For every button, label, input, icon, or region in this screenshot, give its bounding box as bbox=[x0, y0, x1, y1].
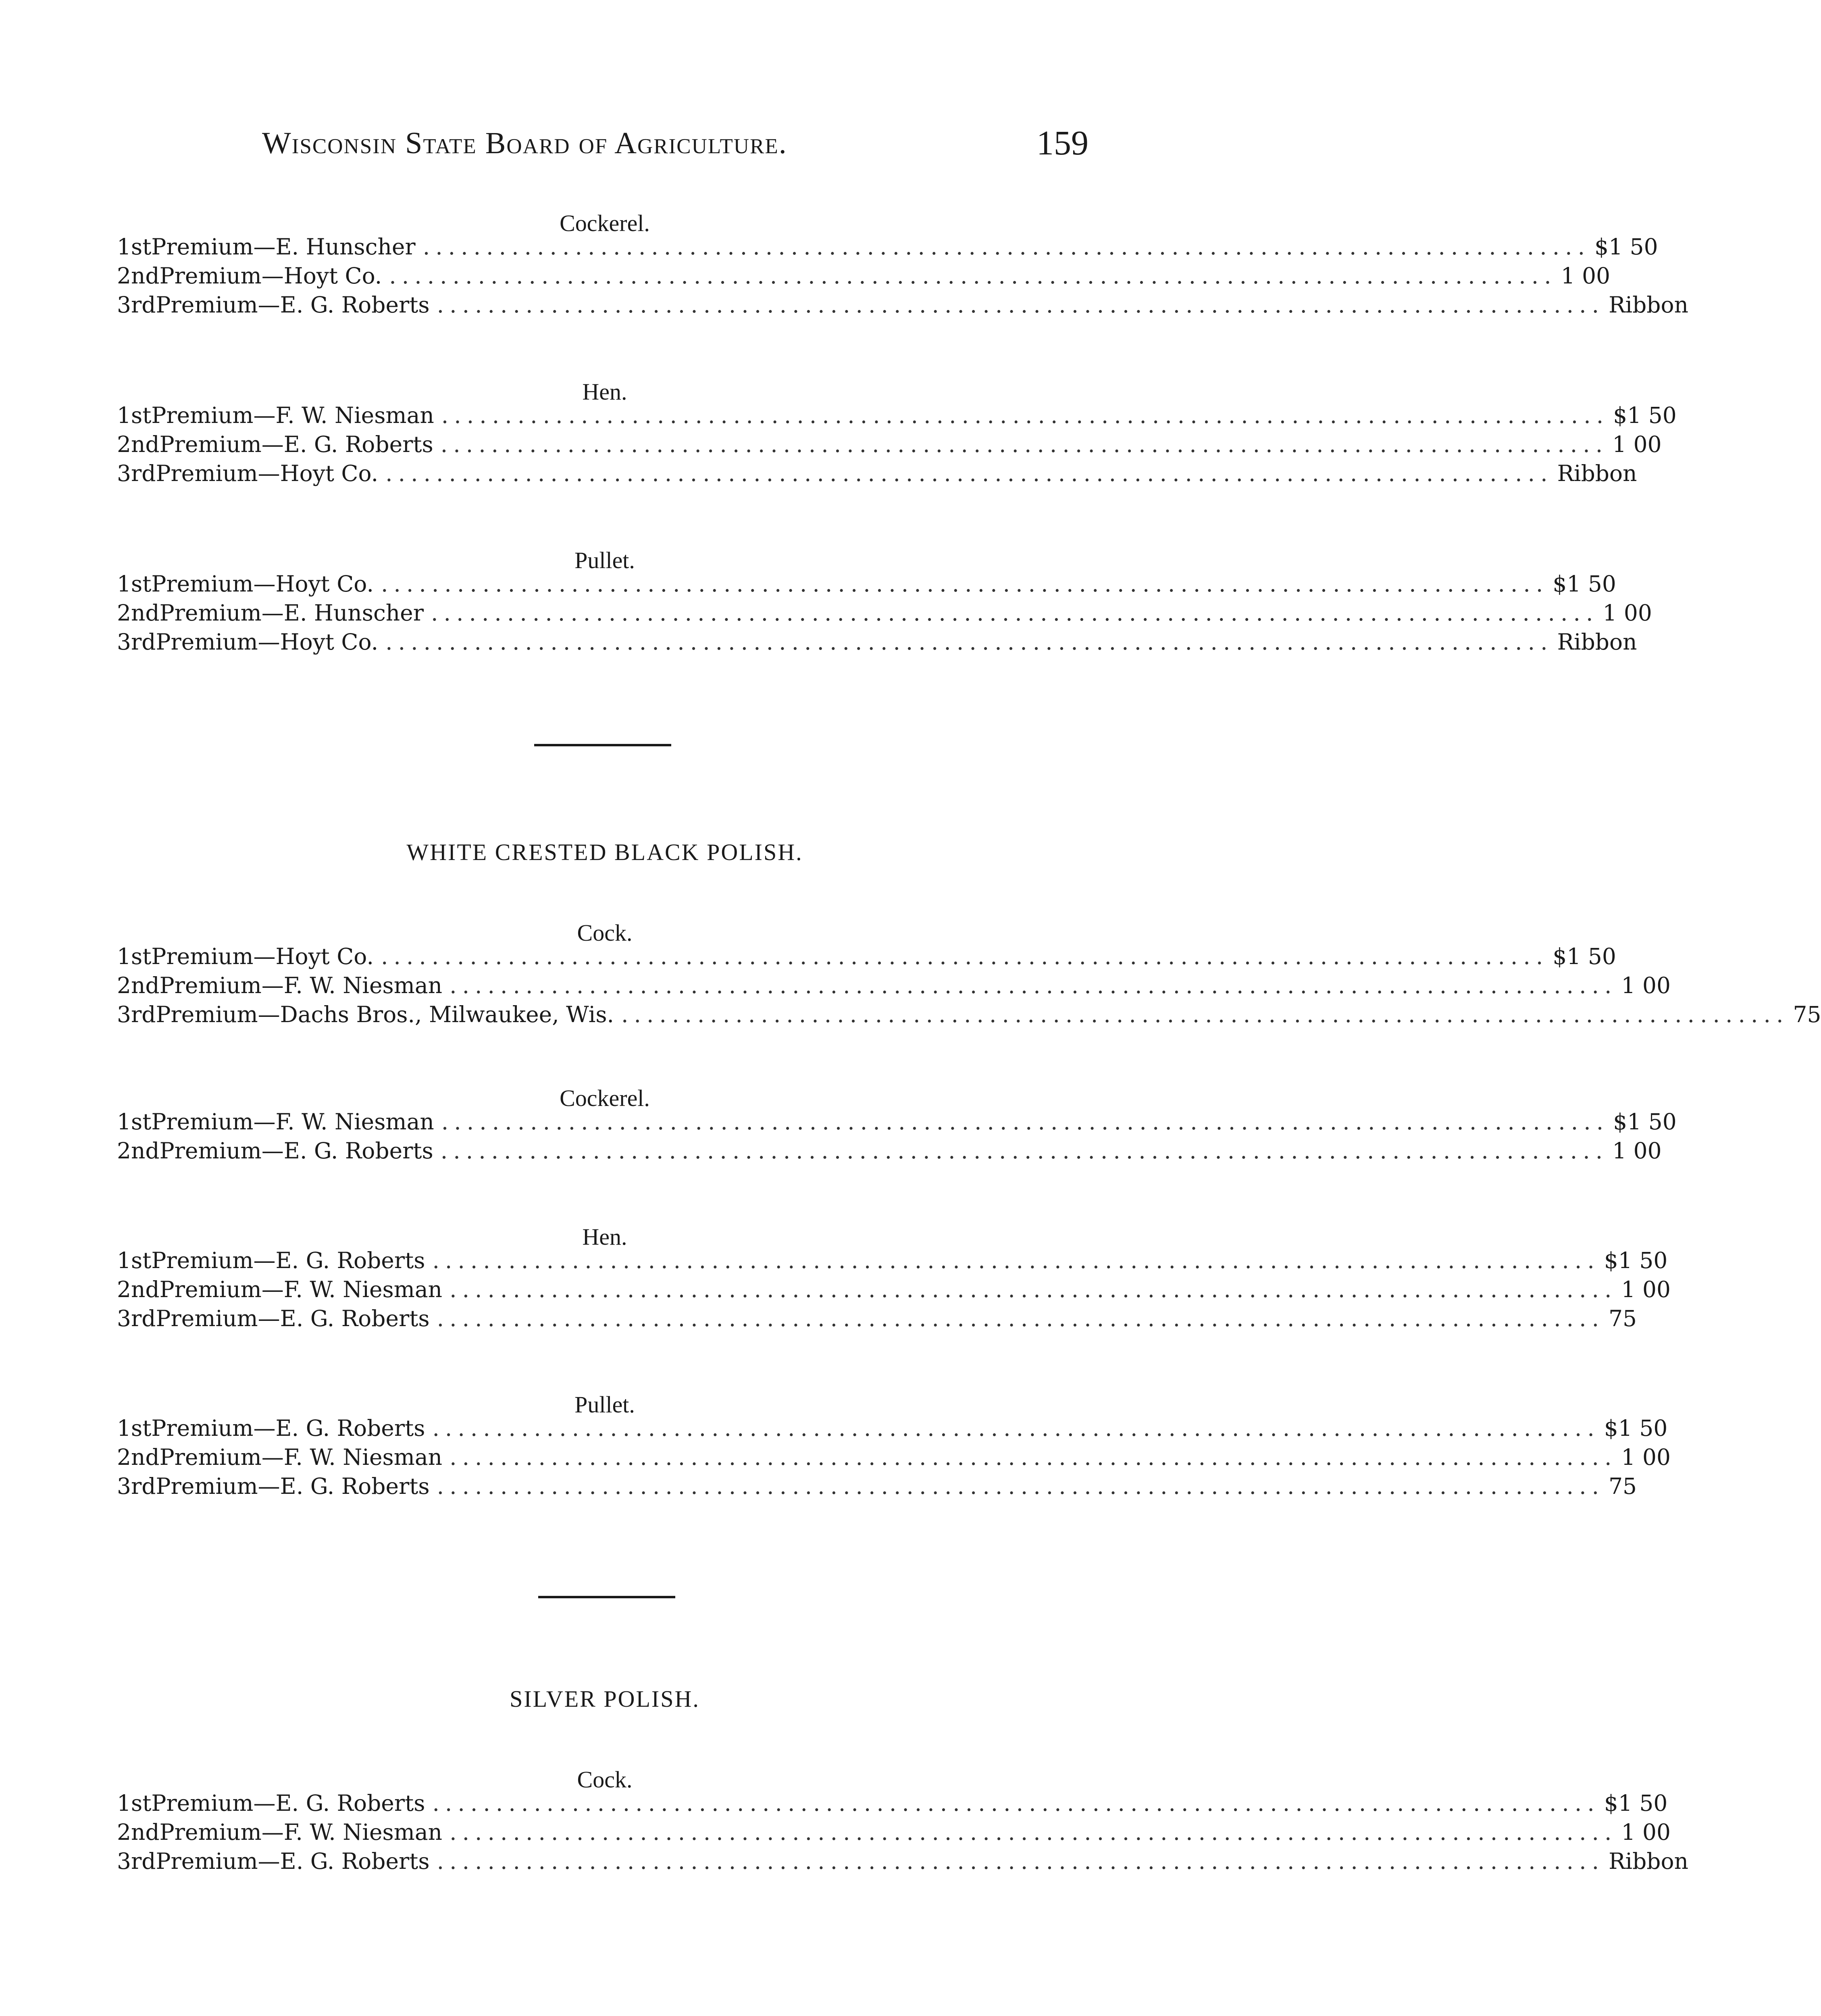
award-winner: Premium—E. G. Roberts bbox=[159, 431, 433, 457]
group-subtitle: Cockerel. bbox=[560, 210, 650, 236]
award-winner: Premium—Hoyt Co. bbox=[159, 263, 382, 289]
award-row bbox=[117, 1277, 1671, 1306]
dot-leader: ............................................................................................ bbox=[450, 1819, 1617, 1845]
award-place: 2nd bbox=[117, 1277, 160, 1302]
dot-leader: ............................................................................................ bbox=[441, 1109, 1609, 1135]
award-amount: 1 00 bbox=[1621, 1444, 1671, 1470]
award-row bbox=[117, 571, 1616, 600]
award-row bbox=[117, 1444, 1671, 1473]
award-amount: 1 00 bbox=[1621, 1819, 1671, 1845]
award-row bbox=[117, 1473, 1637, 1502]
award-winner: Premium—Hoyt Co. bbox=[156, 460, 379, 486]
dot-leader: ............................................................................................ bbox=[431, 600, 1599, 626]
dot-leader: ............................................................................................ bbox=[621, 1002, 1789, 1027]
award-row bbox=[117, 943, 1616, 973]
dot-leader: ............................................................................................ bbox=[381, 571, 1549, 597]
section-divider bbox=[538, 1596, 675, 1598]
award-amount: 75 bbox=[1609, 1306, 1637, 1331]
dot-leader: ............................................................................................ bbox=[385, 460, 1553, 486]
award-amount: 1 00 bbox=[1621, 973, 1671, 998]
award-amount: $1 50 bbox=[1553, 943, 1616, 969]
award-row bbox=[117, 973, 1671, 1002]
dot-leader: ............................................................................................ bbox=[440, 1138, 1609, 1164]
award-amount: 1 00 bbox=[1561, 263, 1611, 289]
award-winner: Premium—E. G. Roberts bbox=[151, 1248, 425, 1273]
award-amount: $1 50 bbox=[1604, 1248, 1668, 1273]
award-place: 3rd bbox=[117, 460, 156, 486]
award-row bbox=[117, 1790, 1668, 1819]
dot-leader: ............................................................................................ bbox=[381, 943, 1549, 969]
award-row bbox=[117, 1002, 1821, 1031]
page-header bbox=[262, 123, 1088, 170]
running-title: Wisconsin State Board of Agriculture. bbox=[262, 126, 787, 160]
award-winner: Premium—F. W. Niesman bbox=[159, 1277, 443, 1302]
award-row bbox=[117, 292, 1689, 321]
award-place: 2nd bbox=[117, 973, 160, 998]
award-place: 1st bbox=[117, 571, 152, 597]
award-place: 2nd bbox=[117, 263, 160, 289]
award-amount: 1 00 bbox=[1612, 431, 1662, 457]
award-amount: $1 50 bbox=[1594, 234, 1658, 260]
award-place: 3rd bbox=[117, 629, 156, 655]
group-subtitle: Cock. bbox=[577, 920, 633, 946]
dot-leader: ............................................................................................ bbox=[450, 1277, 1617, 1302]
award-winner: Premium—E. G. Roberts bbox=[156, 1306, 430, 1331]
award-winner: Premium—E. G. Roberts bbox=[151, 1790, 425, 1816]
award-winner: Premium—Dachs Bros., Milwaukee, Wis. bbox=[156, 1002, 614, 1027]
dot-leader: ............................................................................................ bbox=[422, 234, 1591, 260]
award-place: 1st bbox=[117, 402, 152, 428]
award-place: 3rd bbox=[117, 1473, 156, 1499]
award-winner: Premium—F. W. Niesman bbox=[151, 1109, 434, 1135]
award-winner: Premium—F. W. Niesman bbox=[159, 1444, 443, 1470]
award-winner: Premium—F. W. Niesman bbox=[159, 1819, 443, 1845]
award-place: 1st bbox=[117, 943, 152, 969]
award-row bbox=[117, 629, 1637, 658]
group-subtitle: Cock. bbox=[577, 1766, 633, 1793]
dot-leader: ............................................................................................ bbox=[437, 1848, 1605, 1874]
award-row bbox=[117, 600, 1652, 629]
award-amount: 75 bbox=[1793, 1002, 1821, 1027]
dot-leader: ............................................................................................ bbox=[385, 629, 1553, 655]
award-winner: Premium—E. Hunscher bbox=[159, 600, 424, 626]
award-winner: Premium—E. G. Roberts bbox=[159, 1138, 433, 1164]
dot-leader: ............................................................................................ bbox=[389, 263, 1557, 289]
group-subtitle: Cockerel. bbox=[560, 1085, 650, 1111]
group-subtitle: Pullet. bbox=[574, 1391, 635, 1418]
award-amount: $1 50 bbox=[1604, 1790, 1668, 1816]
section-divider bbox=[534, 744, 671, 746]
group-subtitle: Pullet. bbox=[574, 547, 635, 573]
dot-leader: ............................................................................................ bbox=[450, 973, 1617, 998]
dot-leader: ............................................................................................ bbox=[441, 402, 1609, 428]
award-place: 2nd bbox=[117, 1444, 160, 1470]
award-amount: $1 50 bbox=[1613, 402, 1677, 428]
award-place: 2nd bbox=[117, 1819, 160, 1845]
award-winner: Premium—E. G. Roberts bbox=[156, 1848, 430, 1874]
award-place: 3rd bbox=[117, 1848, 156, 1874]
award-row bbox=[117, 1306, 1637, 1335]
award-row bbox=[117, 234, 1658, 263]
group-subtitle: Hen. bbox=[582, 1224, 627, 1250]
award-amount: $1 50 bbox=[1604, 1415, 1668, 1441]
award-amount: Ribbon bbox=[1557, 629, 1637, 655]
award-place: 1st bbox=[117, 1415, 152, 1441]
award-row bbox=[117, 402, 1677, 431]
award-place: 1st bbox=[117, 234, 152, 260]
award-winner: Premium—E. Hunscher bbox=[151, 234, 416, 260]
award-row bbox=[117, 460, 1637, 489]
award-place: 1st bbox=[117, 1790, 152, 1816]
award-winner: Premium—F. W. Niesman bbox=[151, 402, 434, 428]
award-winner: Premium—E. G. Roberts bbox=[151, 1415, 425, 1441]
award-place: 3rd bbox=[117, 292, 156, 318]
award-row bbox=[117, 263, 1611, 292]
page-number: 159 bbox=[1036, 123, 1088, 162]
dot-leader: ............................................................................................ bbox=[437, 1306, 1605, 1331]
dot-leader: ............................................................................................ bbox=[450, 1444, 1617, 1470]
award-row bbox=[117, 1248, 1668, 1277]
dot-leader: ............................................................................................ bbox=[432, 1790, 1600, 1816]
award-winner: Premium—Hoyt Co. bbox=[151, 943, 374, 969]
award-row bbox=[117, 1848, 1689, 1877]
award-winner: Premium—Hoyt Co. bbox=[151, 571, 374, 597]
section-title: WHITE CRESTED BLACK POLISH. bbox=[406, 839, 803, 865]
award-row bbox=[117, 1109, 1677, 1138]
group-subtitle: Hen. bbox=[582, 379, 627, 405]
award-place: 2nd bbox=[117, 431, 160, 457]
award-amount: Ribbon bbox=[1609, 292, 1689, 318]
award-place: 3rd bbox=[117, 1306, 156, 1331]
award-winner: Premium—Hoyt Co. bbox=[156, 629, 379, 655]
award-row bbox=[117, 1138, 1662, 1167]
award-winner: Premium—E. G. Roberts bbox=[156, 1473, 430, 1499]
award-winner: Premium—F. W. Niesman bbox=[159, 973, 443, 998]
award-amount: 1 00 bbox=[1602, 600, 1652, 626]
award-amount: 1 00 bbox=[1621, 1277, 1671, 1302]
section-title: SILVER POLISH. bbox=[510, 1686, 700, 1712]
award-place: 1st bbox=[117, 1109, 152, 1135]
award-amount: $1 50 bbox=[1613, 1109, 1677, 1135]
dot-leader: ............................................................................................ bbox=[437, 1473, 1605, 1499]
dot-leader: ............................................................................................ bbox=[432, 1248, 1600, 1273]
award-amount: $1 50 bbox=[1553, 571, 1616, 597]
award-amount: 1 00 bbox=[1612, 1138, 1662, 1164]
dot-leader: ............................................................................................ bbox=[432, 1415, 1600, 1441]
dot-leader: ............................................................................................ bbox=[440, 431, 1609, 457]
award-row bbox=[117, 431, 1662, 460]
award-amount: Ribbon bbox=[1557, 460, 1637, 486]
award-amount: Ribbon bbox=[1609, 1848, 1689, 1874]
award-place: 2nd bbox=[117, 600, 160, 626]
award-amount: 75 bbox=[1609, 1473, 1637, 1499]
award-place: 3rd bbox=[117, 1002, 156, 1027]
award-place: 2nd bbox=[117, 1138, 160, 1164]
dot-leader: ............................................................................................ bbox=[437, 292, 1605, 318]
award-row bbox=[117, 1819, 1671, 1848]
award-winner: Premium—E. G. Roberts bbox=[156, 292, 430, 318]
award-place: 1st bbox=[117, 1248, 152, 1273]
award-row bbox=[117, 1415, 1668, 1444]
